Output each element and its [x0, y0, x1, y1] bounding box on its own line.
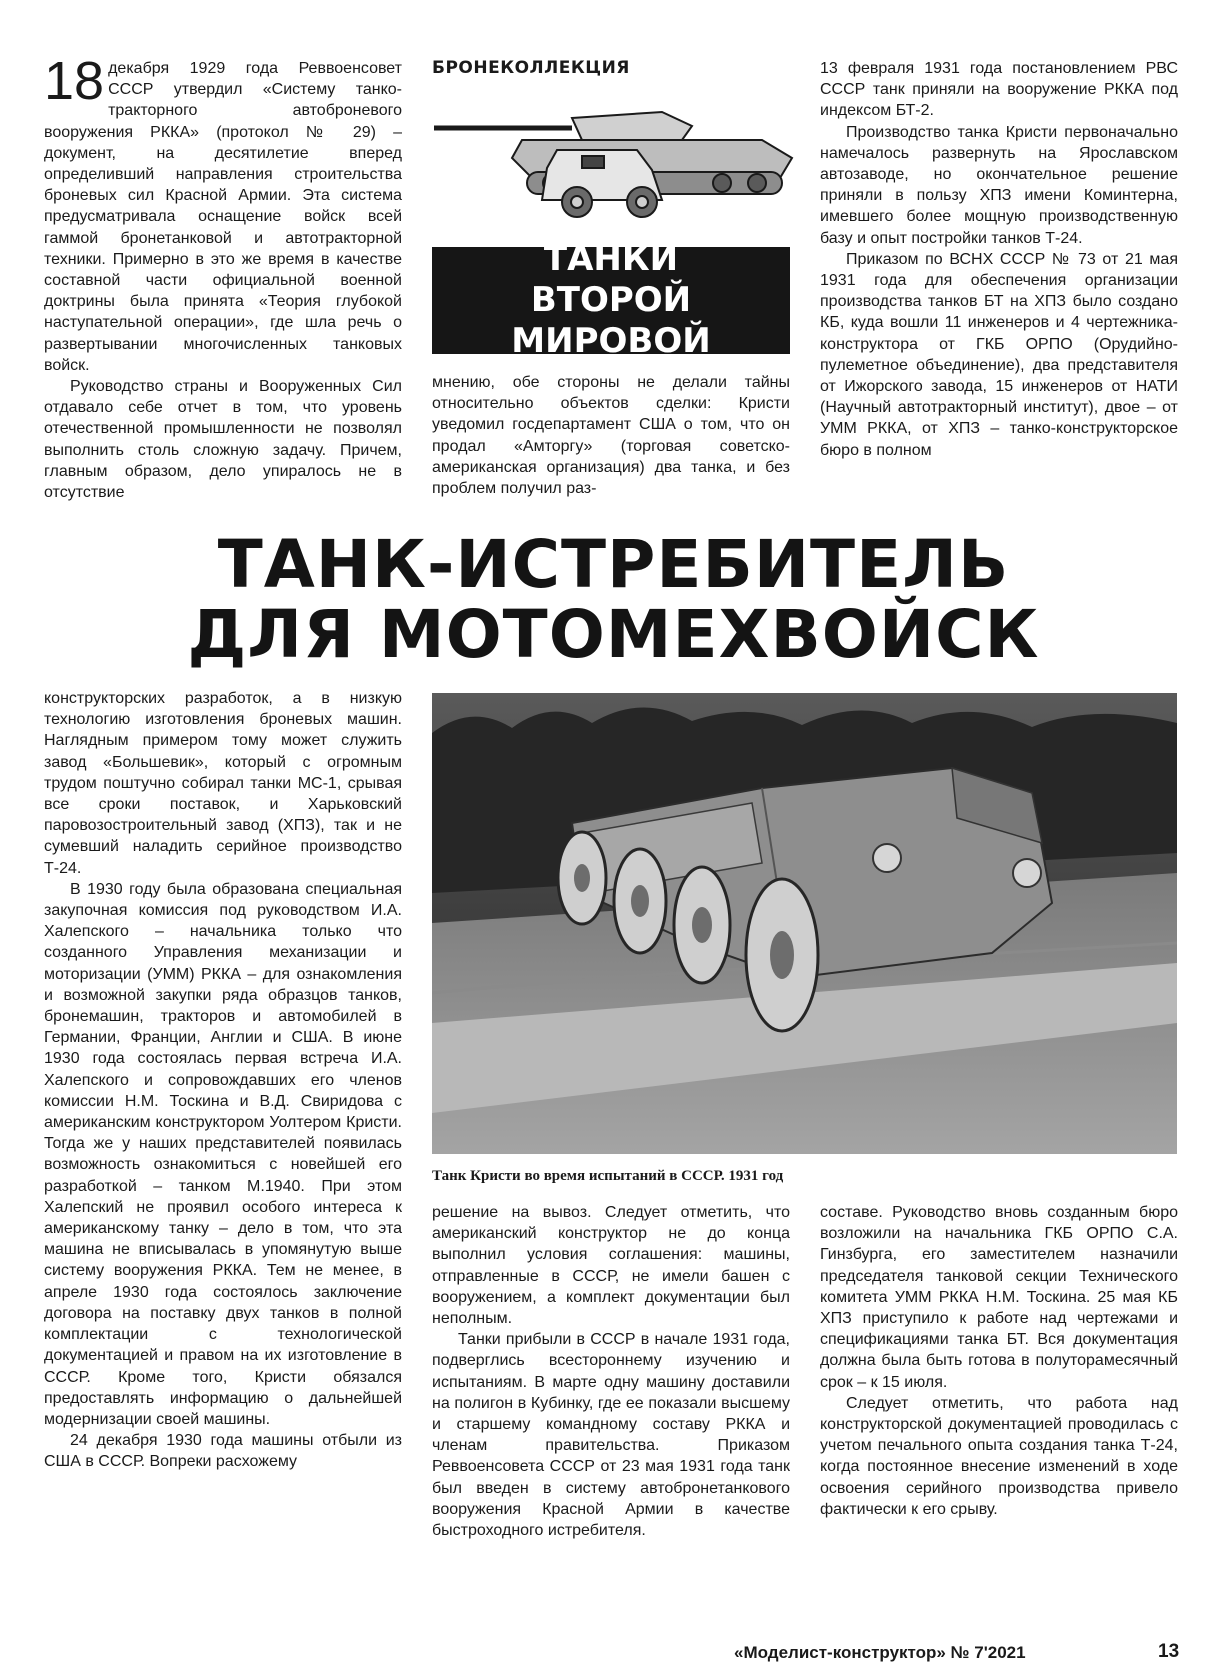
- paragraph: Следует отметить, что работа над конструкторской документацией проводилась с учетом печального опыта создания танка Т-24, когда постоянное внесение изменений в ходе освоения серийного производства привело фактически к его срыву.: [820, 1394, 1178, 1518]
- tank-illustration: [432, 88, 800, 226]
- badge-line-2: ВТОРОЙ МИРОВОЙ: [511, 280, 711, 361]
- magazine-footer: «Моделист-конструктор» № 7'2021: [734, 1643, 1026, 1662]
- badge-line-1: ТАНКИ: [543, 239, 679, 279]
- headline-line-1: ТАНК-ИСТРЕБИТЕЛЬ: [217, 526, 1010, 603]
- paragraph: Танки прибыли в СССР в начале 1931 года, подверглись всестороннему изучению и испытаниям. В марте одну машину доставили на полигон в Кубинку, где ее показали высшему и старшему командному составу РККА и членам правительства. Приказом Реввоенсовета СССР от 23 мая 1931 года танк был введен в систему автобронетанкового вооружения Красной Армии в качестве быстроходного истребителя.: [432, 1331, 790, 1540]
- article-headline: [0, 526, 1227, 673]
- intro-paragraph: [44, 51, 402, 376]
- column-top-middle: [432, 372, 790, 499]
- paragraph: конструкторских разработок, а в низкую технологию изготовления броневых машин. Наглядным примером тому может служить завод «Большевик», который с огромным трудом поштучно собирал танки МС-1, срывая все сроки поставок, и Харьковский паровозостроительный завод (ХПЗ), так и не сумевший наладить серийное производство Т-24.: [44, 690, 402, 877]
- paragraph: Производство танка Кристи первоначально намечалось развернуть на Ярославском автозаводе, но окончательное решение приняли в пользу ХПЗ имени Коминтерна, имевшего более мощную производственную базу и опыт постройки танков Т-24.: [820, 123, 1178, 247]
- column-top-left: [44, 51, 402, 503]
- rubric-label: БРОНЕКОЛЛЕКЦИЯ: [432, 58, 630, 78]
- series-badge: [432, 239, 790, 361]
- headline-line-2: ДЛЯ МОТОМЕХВОЙСК: [187, 596, 1040, 673]
- paragraph: 24 декабря 1930 года машины отбыли из США в СССР. Вопреки расхожему: [44, 1432, 402, 1471]
- paragraph: Приказом по ВСНХ СССР № 73 от 21 мая 1931 года для обеспечения организации производства танков БТ на ХПЗ было создано КБ, куда вошли 11 инженеров и 4 чертежника-конструктора от ГКБ ОРПО (Орудийно-пулеметное объединение), два представителя от Ижорского завода, 15 инженеров от НАТИ (Научный автотракторный институт), двое – от УММ РККА, от ХПЗ – танко-конструкторское бюро в полном: [820, 250, 1178, 459]
- paragraph: 13 февраля 1931 года постановлением РВС СССР танк приняли на вооружение РККА под индексом БТ-2.: [820, 60, 1178, 120]
- paragraph: составе. Руководство вновь созданным бюро возложили на начальника ГКБ ОРПО С.А. Гинзбурга, его заместителем назначили председателя танковой секции Технического комитета УММ РККА Н.М. Тоскина. 25 мая КБ ХПЗ приступило к работе над чертежами и спецификациями танка БТ. Вся документация должна была быть готова в полуторамесячный срок – к 15 июля.: [820, 1204, 1178, 1391]
- column-bottom-middle: [432, 1202, 790, 1541]
- paragraph: решение на вывоз. Следует отметить, что американский конструктор не до конца выполнил условия соглашения: машины, отправленные в СССР, не имели башен с вооружением, а комплект документации был неполным.: [432, 1204, 790, 1328]
- paragraph: В 1930 году была образована специальная закупочная комиссия под руководством И.А. Халепского – начальника только что созданного Управления механизации и моторизации (УММ) РККА – для ознакомления и возможной закупки ряда образцов танков, бронемашин, тракторов и автомобилей в Германии, Франции, Англии и США. В июне 1930 года состоялась первая встреча И.А. Халепского и сопровождавших его членов комиссии Н.М. Тоскина и В.Д. Свиридова с американским конструктором Уолтером Кристи. Тогда же у наших представителей появилась возможность ознакомиться с новейшей его разработкой – танком М.1940. При этом Халепский не проявил особого интереса к американскому танку – дело в том, что эта машина не вписывалась в упомянутую выше систему вооружения РККА. Тем не менее, в апреле 1930 года состоялось заключение договора на поставку двух танков в полной комплектации с технологической документацией и правом на их изготовление в СССР. Кроме того, Кристи обязался предоставлять информацию о дальнейшей модернизации своей машины.: [44, 880, 402, 1428]
- column-top-right: [820, 58, 1178, 461]
- column-bottom-right: [820, 1202, 1178, 1520]
- tank-turret: [572, 112, 692, 140]
- column-bottom-left: [44, 688, 402, 1473]
- christie-tank-photo: [432, 693, 1177, 1154]
- drop-cap: 18: [44, 51, 105, 111]
- photo-headlight: [873, 844, 901, 872]
- page-number: 13: [1158, 1641, 1180, 1662]
- photo-caption: Танк Кристи во время испытаний в СССР. 1931 год: [432, 1168, 784, 1184]
- photo-headlight: [1013, 859, 1041, 887]
- paragraph: Руководство страны и Вооруженных Сил отдавало себе отчет в том, что уровень отечественной промышленности не позволял выполнить столь сложную задачу. Причем, главным образом, дело упиралось не в отсутствие: [44, 378, 402, 502]
- paragraph: мнению, обе стороны не делали тайны относительно объектов сделки: Кристи уведомил госдепартамент США о том, что он продал «Амторгу» (торговая советско-американская организация) два танка, и без проблем получил раз-: [432, 374, 790, 498]
- intro-text: декабря 1929 года Реввоенсовет СССР утвердил «Систему танко-тракторного автоброневого вооружения РККА» (протокол № 29) – документ, на десятилетие вперед определивший направления строительства броневых сил Красной Армии. Эта система предусматривала оснащение войск всей гаммой бронетанковой и автотракторной техники. Примерно в это же время в качестве составной части официальной военной доктрины была принята «Теория глубокой наступательной операции», где шла речь о развертывании многочисленных танковых войск.: [44, 60, 402, 374]
